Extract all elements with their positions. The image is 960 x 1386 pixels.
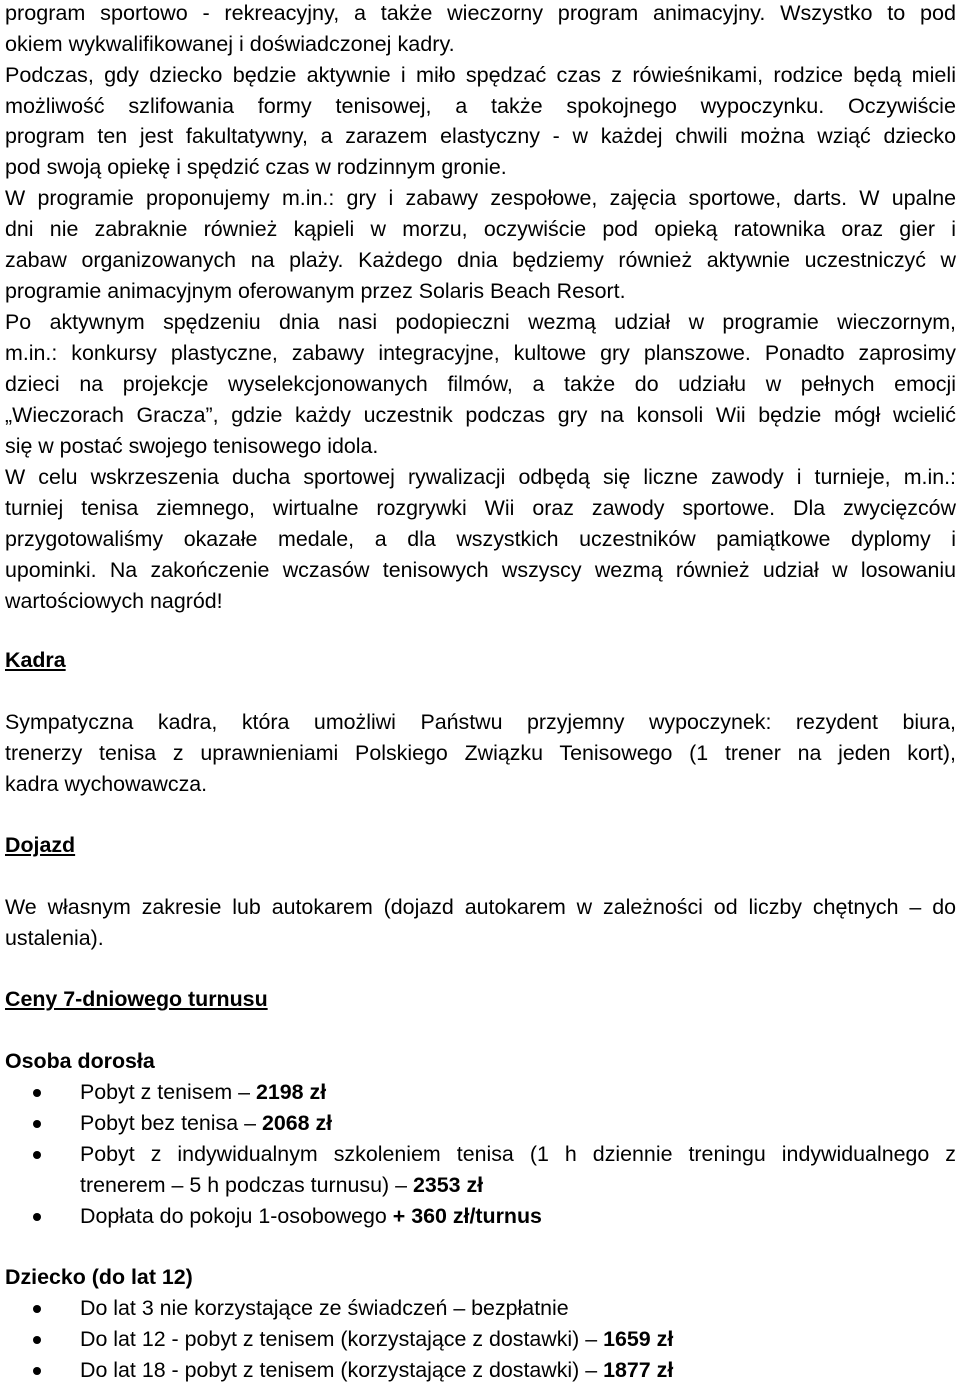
list-item [0,1324,956,1355]
item-text: Pobyt bez tenisa – [80,1111,262,1135]
item-text: Do lat 18 - pobyt z tenisem (korzystające z dostawki) – [80,1358,604,1382]
text-line: wartościowych nagród! [5,589,223,613]
text-line: „Wieczorach Gracza”, gdzie każdy uczestnik podczas gry na konsoli Wii będzie mógł wcielić [5,403,956,427]
text-line: m.in.: konkursy plastyczne, zabawy integracyjne, kultowe gry planszowe. Ponadto zaprosimy [5,341,956,365]
list-item [0,1077,956,1108]
text-line: Podczas, gdy dziecko będzie aktywnie i miło spędzać czas z rówieśnikami, rodzice będą mieli [5,62,956,87]
section-heading-dojazd: Dojazd [5,833,76,857]
child-price-list [0,1293,956,1386]
text-line: kadra wychowawcza. [5,772,208,796]
text-line: Po aktywnym spędzeniu dnia nasi podopieczni wezmą udział w programie wieczornym, [5,310,956,334]
bullet-icon [33,1120,41,1128]
list-item [0,1139,956,1201]
bullet-icon [33,1213,41,1221]
ceny-section [5,984,956,1015]
text-line: trenerzy tenisa z uprawnieniami Polskiego Związku Tenisowego (1 trener na jeden kort), [5,741,956,765]
text-line: pod swoją opiekę i spędzić czas w rodzinnym gronie. [5,155,507,179]
list-item [0,1201,956,1232]
item-text: Do lat 12 - pobyt z tenisem (korzystające z dostawki) – [80,1327,604,1351]
intro-text [5,0,956,617]
item-text: Do lat 3 nie korzystające ze świadczeń – bezpłatnie [80,1296,569,1320]
bullet-icon [33,1089,41,1097]
item-text: Dopłata do pokoju 1-osobowego [80,1204,393,1228]
list-item [0,1355,956,1386]
list-item [0,1108,956,1139]
kadra-section [5,645,956,676]
text-line: program sportowo - rekreacyjny, a także wieczorny program animacyjny. Wszystko to pod [5,0,956,25]
item-text: Pobyt z tenisem – [80,1080,256,1104]
text-line: dni nie zabraknie również kąpieli w morzu, oczywiście pod opieką ratownika oraz gier i [5,217,956,241]
text-line: możliwość szlifowania formy tenisowej, a także spokojnego wypoczynku. Oczywiście [5,93,956,118]
subheading-child: Dziecko (do lat 12) [5,1265,193,1289]
subheading-adult: Osoba dorosła [5,1049,155,1073]
text-line: przygotowaliśmy okazałe medale, a dla wszystkich uczestników pamiątkowe dyplomy i [5,527,956,551]
text-line: program ten jest fakultatywny, a zarazem elastyczny - w każdej chwili można wziąć dziecko [5,124,956,148]
text-line: We własnym zakresie lub autokarem (dojazd autokarem w zależności od liczby chętnych – do [5,895,956,919]
text-line: turniej tenisa ziemnego, wirtualne rozgrywki Wii oraz zawody sportowe. Dla zwycięzców [5,496,956,520]
text-line: dzieci na projekcje wyselekcjonowanych filmów, a także do udziału w pełnych emocji [5,372,956,396]
text-line: W programie proponujemy m.in.: gry i zabawy zespołowe, zajęcia sportowe, darts. W upalne [5,186,956,210]
item-price: 2198 zł [255,1080,327,1104]
text-line: okiem wykwalifikowanej i doświadczonej kadry. [5,31,455,56]
text-line: programie animacyjnym oferowanym przez Solaris Beach Resort. [5,279,626,303]
bullet-icon [33,1367,41,1375]
text-line: W celu wskrzeszenia ducha sportowej rywalizacji odbędą się liczne zawody i turnieje, m.in.: [5,465,956,489]
section-heading-ceny: Ceny 7-dniowego turnusu [5,987,268,1011]
item-price: + 360 zł/turnus [392,1204,542,1228]
text-line: Sympatyczna kadra, która umożliwi Państwu przyjemny wypoczynek: rezydent biura, [5,710,956,734]
text-line: się w postać swojego tenisowego idola. [5,434,379,458]
list-item [0,1293,956,1324]
text-line: ustalenia). [5,926,104,950]
bullet-icon [33,1305,41,1313]
bullet-icon [33,1336,41,1344]
adult-prices-title [5,1046,956,1077]
item-price: 1659 zł [603,1327,674,1351]
dojazd-section [5,830,956,861]
kadra-text [5,707,956,800]
item-text-continued: trenerem – 5 h podczas turnusu) – [80,1173,413,1197]
text-line: upominki. Na zakończenie wczasów tenisowych wszyscy wezmą również udział w losowaniu [5,558,956,582]
item-price: 2353 zł [412,1173,484,1197]
item-text: Pobyt z indywidualnym szkoleniem tenisa (1 h dziennie treningu indywidualnego z [80,1142,956,1166]
bullet-icon [33,1151,41,1159]
section-heading-kadra: Kadra [5,648,66,672]
text-line: zabaw organizowanych na plaży. Każdego dnia będziemy również aktywnie uczestniczyć w [5,248,956,272]
adult-price-list [0,1077,956,1232]
item-price: 2068 zł [261,1111,333,1135]
child-prices-title [5,1262,956,1293]
dojazd-text [5,892,956,954]
item-price: 1877 zł [603,1358,674,1382]
